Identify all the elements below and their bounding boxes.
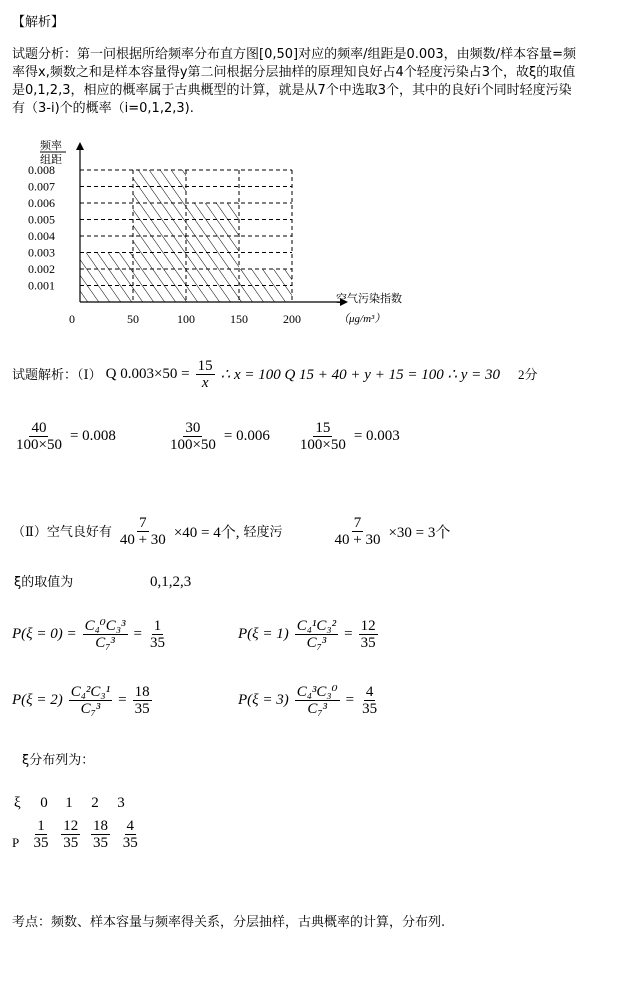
fraction-result-3: = 0.003	[353, 428, 400, 444]
frac-den: 35	[134, 701, 150, 717]
prob-lhs: P(ξ = 1)	[238, 626, 289, 642]
dist-xi-3: 3	[117, 795, 125, 811]
y-tick-label: 0.007	[28, 179, 55, 194]
part2-result-2: ×30 = 3个	[388, 525, 451, 541]
frac-num: 18	[134, 684, 150, 700]
part2-label: （Ⅱ）空气良好有	[12, 524, 112, 539]
equals: =	[345, 692, 355, 708]
frac-num: C₄³C₃⁰	[296, 684, 338, 700]
equals: =	[133, 626, 142, 642]
analysis-line-3: 是0,1,2,3，相应的概率属于古典概型的计算，就是从7个中选取3个，其中的良好i个同时轻度污染	[12, 83, 572, 98]
y-tick-label: 0.005	[28, 212, 55, 227]
frac-num: C₄¹C₃²	[296, 618, 337, 634]
x-tick-label: 0	[69, 312, 75, 326]
frac-den: 35	[362, 701, 378, 717]
frac-num: C₄²C₃¹	[70, 684, 111, 700]
dist-p-2	[90, 818, 112, 851]
frac-den: 35	[360, 635, 376, 651]
y-axis-label-1: 频率	[40, 139, 62, 152]
prob-combination	[295, 618, 338, 651]
solution-part1-a: Q 0.003×50 =	[105, 366, 190, 382]
frac-num: 40	[31, 420, 47, 436]
xi-values: 0,1,2,3	[150, 574, 192, 590]
prob-xi-1	[238, 618, 380, 651]
prob-combination	[295, 684, 340, 717]
fraction-30	[168, 420, 218, 453]
dist-p-label: P	[12, 835, 20, 850]
frac-den: 40 + 30	[119, 532, 166, 548]
solution-label: 试题解析：（Ⅰ）	[12, 367, 102, 382]
frac-num: 12	[63, 818, 79, 834]
prob-value	[148, 618, 167, 651]
dist-xi-label: ξ	[14, 795, 21, 811]
prob-xi-2	[12, 684, 154, 717]
fraction-7-70-b	[333, 515, 383, 548]
prob-lhs: P(ξ = 0) =	[12, 626, 77, 642]
frac-num: 4	[365, 684, 374, 700]
frac-den: C₇³	[306, 635, 327, 651]
frac-den: x	[201, 375, 209, 391]
analysis-line-4: 有（3-i)个的概率（i=0,1,2,3).	[12, 101, 194, 116]
analysis-line-1: 试题分析：第一问根据所给频率分布直方图[0,50]对应的频率/组距是0.003，由频数/样本容量=频	[12, 47, 576, 62]
solution-part1-b: ∴ x = 100 Q 15 + 40 + y + 15 = 100 ∴ y = 30	[220, 367, 501, 383]
fraction-15	[298, 420, 348, 453]
frac-den: C₇³	[80, 701, 101, 717]
dist-xi-1: 1	[65, 795, 73, 811]
fraction-40	[14, 420, 64, 453]
dist-p-3	[119, 818, 141, 851]
frac-den: 35	[93, 835, 108, 851]
prob-combination	[83, 618, 128, 651]
x-tick-label: 150	[230, 312, 248, 326]
histogram-bar	[80, 253, 133, 303]
part2-result-1: ×40 = 4个,	[173, 525, 240, 541]
y-tick-label: 0.006	[28, 196, 55, 210]
frac-den: C₇³	[95, 635, 115, 651]
frac-num: 30	[185, 420, 201, 436]
prob-value	[359, 618, 378, 651]
y-tick-label: 0.002	[28, 262, 55, 276]
frequency-histogram	[0, 130, 420, 335]
fraction-7-70-a	[118, 515, 168, 548]
frac-den: 40 + 30	[334, 532, 381, 548]
frequency-fractions	[12, 420, 400, 453]
dist-xi-2: 2	[91, 795, 99, 811]
prob-lhs: P(ξ = 2)	[12, 692, 63, 708]
y-tick-label: 0.003	[28, 245, 55, 260]
fraction-15-x	[196, 358, 215, 391]
dist-p-0	[30, 818, 52, 851]
frac-num: 4	[126, 818, 134, 834]
prob-value	[360, 684, 379, 717]
fraction-result-2: = 0.006	[223, 428, 270, 444]
section-header: 【解析】	[12, 15, 65, 30]
y-tick-label: 0.008	[28, 163, 55, 177]
y-tick-label: 0.001	[28, 278, 55, 293]
prob-value	[133, 684, 152, 717]
frac-den: 35	[33, 835, 49, 851]
frac-num: 7	[353, 515, 362, 531]
frac-num: 18	[93, 818, 108, 834]
y-axis-arrow	[76, 142, 84, 150]
frac-num: 15	[315, 420, 331, 436]
x-axis-unit: （μg/m³）	[338, 313, 386, 325]
frac-num: C₄⁰C₃³	[84, 618, 126, 634]
solution-part2-line	[12, 515, 450, 548]
prob-xi-3	[238, 684, 381, 717]
frac-den: C₇³	[307, 701, 328, 717]
frac-den: 100×50	[16, 437, 62, 453]
frac-num: 7	[139, 515, 147, 531]
dist-xi-0: 0	[40, 795, 48, 811]
x-tick-label: 50	[127, 312, 139, 326]
prob-lhs: P(ξ = 3)	[238, 692, 289, 708]
prob-xi-0	[12, 618, 169, 651]
frac-num: 12	[360, 618, 376, 634]
y-axis-label-2: 组距	[40, 153, 62, 166]
solution-part1-line	[12, 358, 538, 391]
frac-den: 35	[150, 635, 165, 651]
frac-den: 100×50	[299, 437, 346, 453]
analysis-line-2: 率得x,频数之和是样本容量得y第二问根据分层抽样的原理知良好占4个轻度污染占3个，故ξ的取值	[12, 65, 576, 80]
distribution-title: ξ分布列为：	[22, 753, 95, 768]
x-tick-label: 100	[177, 312, 195, 326]
frac-num: 1	[153, 618, 162, 634]
dist-p-values	[28, 818, 143, 851]
equals: =	[344, 626, 353, 642]
equals: =	[118, 692, 127, 708]
x-axis-label: 空气污染指数	[336, 292, 402, 305]
frac-num: 1	[37, 818, 45, 834]
x-tick-label: 200	[283, 312, 301, 326]
frac-den: 100×50	[169, 437, 216, 453]
fraction-result-1: = 0.008	[69, 428, 116, 444]
score-note: 2分	[518, 367, 538, 382]
prob-combination	[69, 684, 112, 717]
frac-num: 15	[197, 358, 213, 374]
footer-note: 考点：频数、样本容量与频率得关系，分层抽样，古典概率的计算，分布列.	[12, 915, 446, 930]
y-tick-label: 0.004	[28, 229, 55, 243]
part2-mid: 轻度污	[243, 524, 283, 539]
xi-values-label: ξ的取值为	[14, 575, 74, 590]
frac-den: 35	[122, 835, 138, 851]
dist-p-1	[60, 818, 82, 851]
frac-den: 35	[63, 835, 79, 851]
